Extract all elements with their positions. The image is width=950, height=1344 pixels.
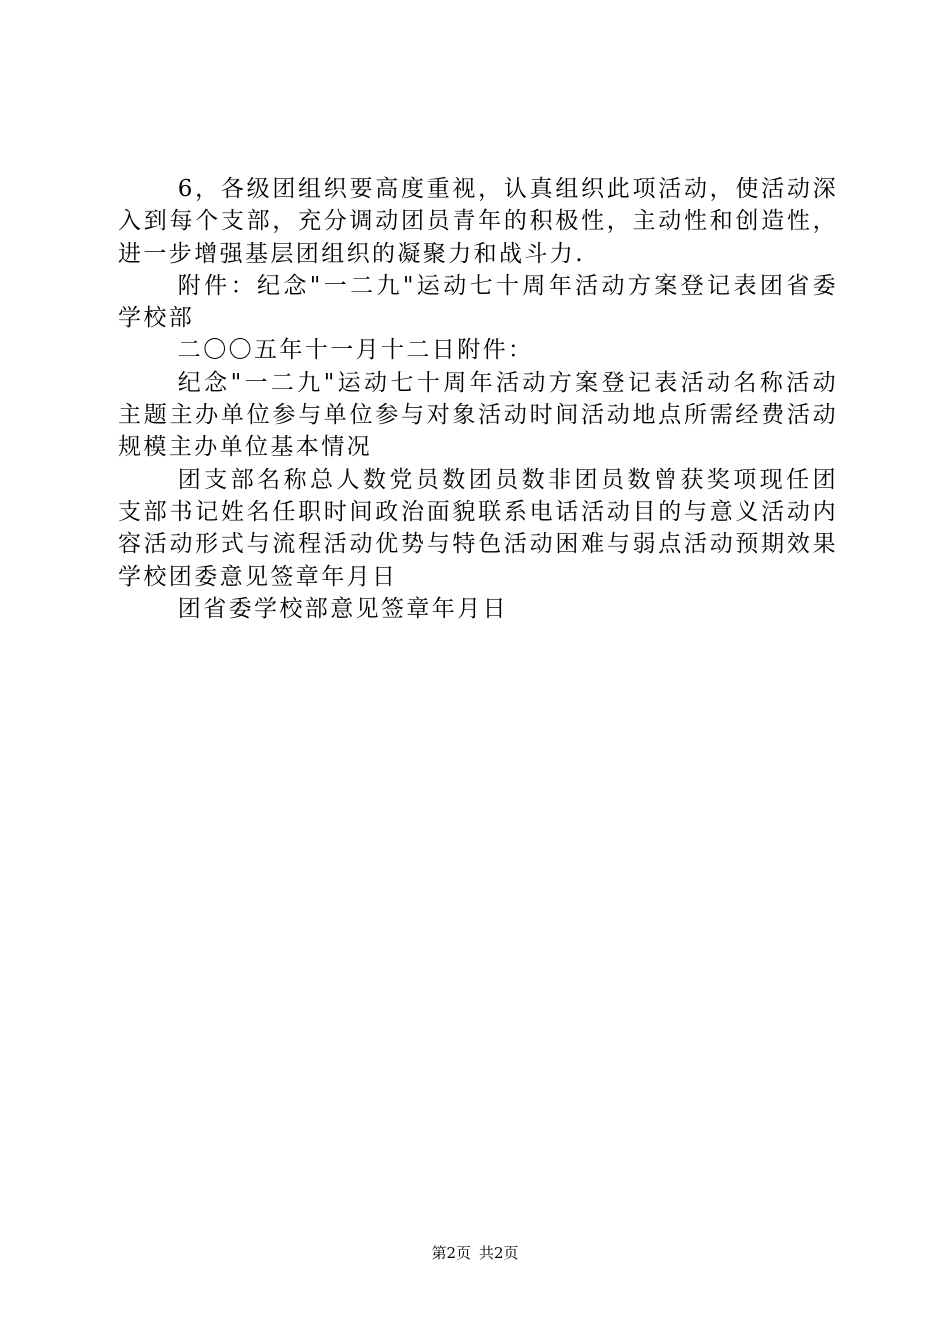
paragraph-form-fields-2: 团支部名称总人数党员数团员数非团员数曾获奖项现任团支部书记姓名任职时间政治面貌联系电话活动目的与意义活动内容活动形式与流程活动优势与特色活动困难与弱点活动预期效果学校团委意见签章年月日 (118, 466, 838, 590)
paragraph-attachment-note: 附件：纪念"一二九"运动七十周年活动方案登记表团省委学校部 (118, 272, 838, 332)
document-body (118, 173, 838, 625)
paragraph-form-fields-1: 纪念"一二九"运动七十周年活动方案登记表活动名称活动主题主办单位参与单位参与对象活动时间活动地点所需经费活动规模主办单位基本情况 (118, 369, 838, 461)
page-footer (0, 1243, 950, 1263)
paragraph-item-6: 6，各级团组织要高度重视，认真组织此项活动，使活动深入到每个支部，充分调动团员青年的积极性，主动性和创造性，进一步增强基层团组织的凝聚力和战斗力. (118, 176, 838, 267)
paragraph-signature-line: 团省委学校部意见签章年月日 (177, 595, 508, 622)
paragraph-date: 二〇〇五年十一月十二日附件： (177, 337, 534, 364)
page-total: 共2页 (479, 1244, 519, 1262)
page-number: 第2页 (431, 1244, 471, 1262)
